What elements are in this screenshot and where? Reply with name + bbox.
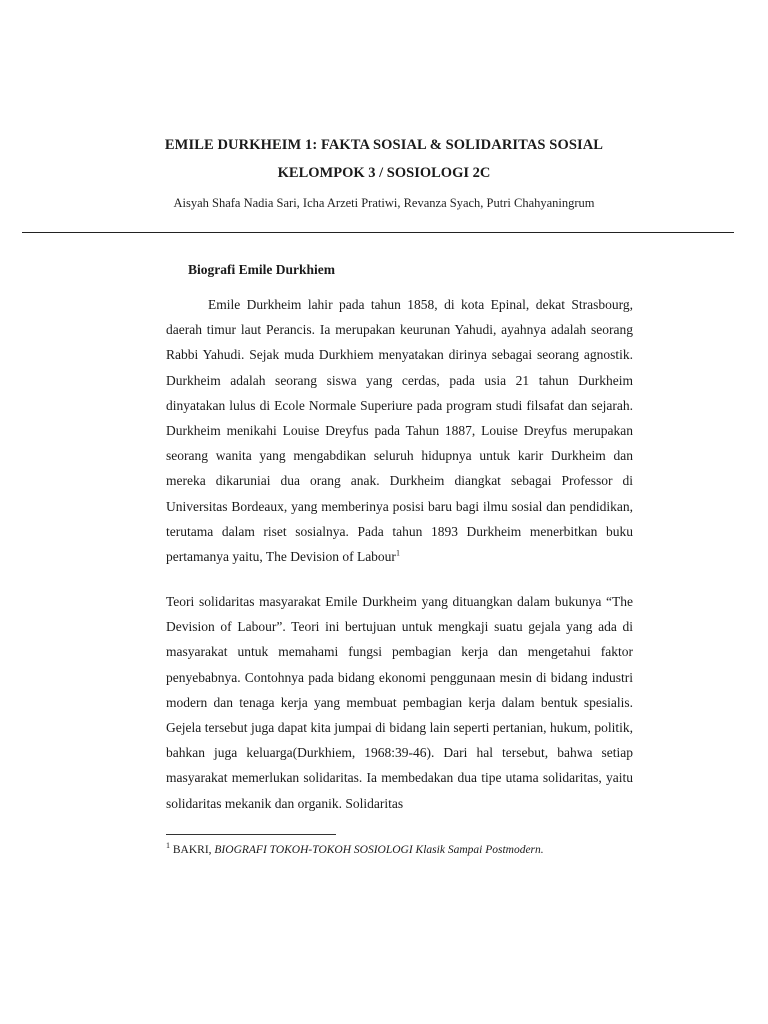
header-divider [22,232,734,233]
biography-paragraph [166,292,633,569]
section-heading: Biografi Emile Durkhiem [188,262,335,277]
document-title: EMILE DURKHEIM 1: FAKTA SOSIAL & SOLIDARITAS SOSIAL [164,137,604,153]
biography-text: Emile Durkheim lahir pada tahun 1858, di kota Epinal, dekat Strasbourg, daerah timur laut Perancis. Ia merupakan keurunan Yahudi, ayahnya adalah seorang Rabbi Yahudi. Sejak muda Durkhiem menyatakan dirinya sebagai seorang agnostik. Durkheim adalah seorang siswa yang cerdas, pada usia 21 tahun Durkheim dinyatakan lulus di Ecole Normale Superiure pada program studi filsafat dan sejarah. Durkheim menikahi Louise Dreyfus pada Tahun 1887, Louise Dreyfus merupakan seorang wanita yang mengabdikan seluruh hidupnya untuk karir Durkheim dan mereka dikaruniai dua orang anak. Durkheim diangkat sebagai Professor di Universitas Bordeaux, yang memberinya posisi baru bagi ilmu sosial dan pendidikan, terutama dalam riset sosialnya. Pada tahun 1893 Durkheim menerbitkan buku pertamanya yaitu, The Devision of Labour [166,297,633,565]
footnote-number: 1 [166,841,170,851]
theory-paragraph: Teori solidaritas masyarakat Emile Durkheim yang dituangkan dalam bukunya “The Devision of Labour”. Teori ini bertujuan untuk mengkaji suatu gejala yang ada di masyarakat untuk memahami fungsi pembagian kerja dan mengetahui faktor penyebabnya. Contohnya pada bidang ekonomi penggunaan mesin di bidang industri modern dan tenaga kerja yang membuat pembagian kerja dalam bentuk spesialis. Gejela tersebut juga dapat kita jumpai di bidang lain seperti pertanian, hukum, politik, bahkan juga keluarga(Durkhiem, 1968:39-46). Dari hal tersebut, bahwa setiap masyarakat memerlukan solidaritas. Ia membedakan dua tipe utama solidaritas, yaitu solidaritas mekanik dan organik. Solidaritas [166,594,633,811]
document-subtitle: KELOMPOK 3 / SOSIOLOGI 2C [277,165,491,181]
footnote-title: BIOGRAFI TOKOH-TOKOH SOSIOLOGI Klasik Sampai Postmodern. [214,844,544,856]
footnote-author: BAKRI, [172,844,215,856]
footnote-divider [166,834,336,835]
footnote-reference[interactable]: 1 [395,548,400,558]
author-list: Aisyah Shafa Nadia Sari, Icha Arzeti Pratiwi, Revanza Syach, Putri Chahyaningrum [173,196,595,210]
footnote [166,841,544,856]
